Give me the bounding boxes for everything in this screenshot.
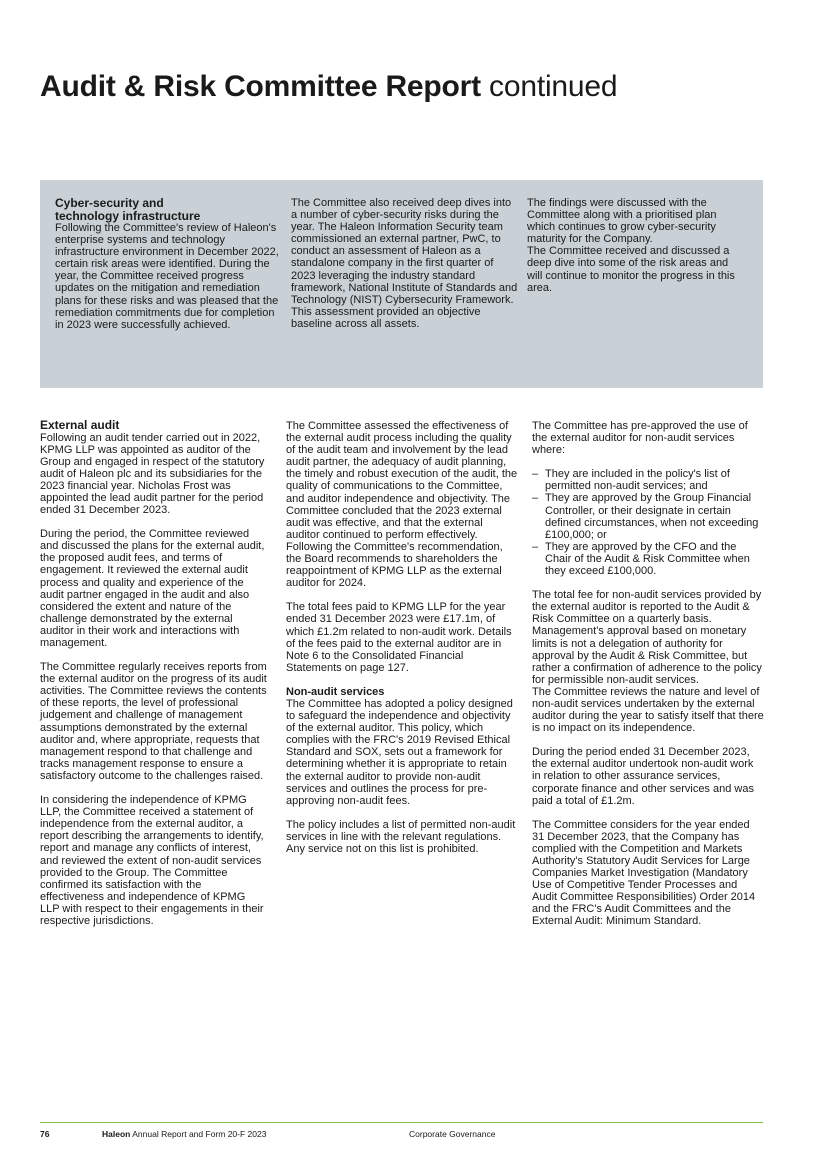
footer-divider xyxy=(40,1122,763,1123)
list-item xyxy=(532,492,764,540)
list-item-text: They are approved by the CFO and the Chair of the Audit & Risk Committee when they exceed £100,000. xyxy=(545,540,750,578)
panel-col3-paragraph-1: The findings were discussed with the Committee along with a prioritised plan which continues to grow cyber-security maturity for the Company. xyxy=(527,197,717,246)
dash-marker: – xyxy=(532,492,539,505)
list-item xyxy=(532,468,764,492)
main-col3-paragraph-3: The Committee reviews the nature and level of non-audit services undertaken by the external auditor during the year to satisfy itself that there is no impact on its independence. xyxy=(532,685,764,735)
main-col3-paragraph-2: The total fee for non-audit services provided by the external auditor is reported to the Audit & Risk Committee on a quarterly basis. Management's approval based on monetary limits is not a delegation of authority for approval by the Audit & Risk Committee, but rather a confirmation of adherence to the policy for permissible non-audit services. xyxy=(532,589,762,686)
main-col1-paragraph-1: Following an audit tender carried out in 2022, KPMG LLP was appointed as auditor of the Group and engaged in respect of the statutory audit of Haleon plc and its subsidiaries for the 2023 financial year. Nicholas Frost was appointed the lead audit partner for the period ended 31 December 2023. xyxy=(40,431,265,517)
non-audit-services-heading: Non-audit services xyxy=(286,685,385,698)
main-col2-paragraph-4: The policy includes a list of permitted non-audit services in line with the relevant regulations. Any service not on this list is prohibited. xyxy=(286,818,516,855)
dash-marker: – xyxy=(532,540,539,553)
dash-marker: – xyxy=(532,468,539,481)
panel-col2-paragraph: The Committee also received deep dives into a number of cyber-security risks during the year. The Haleon Information Security team commissioned an external partner, PwC, to conduct an assessment of Haleon as a standalone company in the first quarter of 2023 leveraging the industry standard framework, National Institute of Standards and Technology (NIST) Cybersecurity Framework. This assessment provided an objective baseline across all assets. xyxy=(291,197,518,330)
page-number: 76 xyxy=(40,1129,50,1139)
footer-section: Corporate Governance xyxy=(409,1129,496,1139)
main-column-3 xyxy=(532,420,764,928)
main-column-1 xyxy=(40,419,267,927)
main-col3-paragraph-1: The Committee has pre-approved the use of the external auditor for non-audit services where: xyxy=(532,420,748,457)
report-title: Annual Report and Form 20-F 2023 xyxy=(132,1129,267,1139)
cyber-security-panel xyxy=(40,180,763,388)
external-audit-heading: External audit xyxy=(40,418,120,432)
pre-approval-list xyxy=(532,468,764,577)
panel-heading-line-1: Cyber-security and xyxy=(55,196,164,210)
panel-column-3 xyxy=(527,197,745,294)
list-item xyxy=(532,541,764,577)
page-title-suffix: continued xyxy=(489,70,618,103)
page-title-main: Audit & Risk Committee Report xyxy=(40,70,481,103)
panel-column-1 xyxy=(55,197,280,331)
main-col2-paragraph-3: The Committee has adopted a policy designed to safeguard the independence and objectivity of the external auditor. This policy, which complies with the FRC's 2019 Revised Ethical Standard and SOX, sets out a framework for determining whether it is appropriate to retain the external auditor to provide non-audit services and outlines the process for pre-approving non-audit fees. xyxy=(286,697,513,807)
main-col3-paragraph-4: During the period ended 31 December 2023, the external auditor undertook non-audit work in relation to other assurance services, corporate finance and other services and was paid a total of £1.2m. xyxy=(532,746,754,807)
list-item-text: They are approved by the Group Financial Controller, or their designate in certain defined circumstances, when not exceeding £100,000; or xyxy=(545,492,759,541)
main-col2-paragraph-1: The Committee assessed the effectiveness of the external audit process including the quality of the audit team and involvement by the lead audit partner, the adequacy of audit planning, the timely and robust execution of the audit, the quality of communications to the Committee, and auditor independence and objectivity. The Committee concluded that the 2023 external audit was effective, and that the external auditor continued to perform effectively. Following the Committee's recommendation, the Board recommends to shareholders the reappointment of KPMG LLP as the external auditor for 2024. xyxy=(286,420,518,590)
page-title xyxy=(40,68,617,106)
list-item-text: They are included in the policy's list of permitted non-audit services; and xyxy=(545,468,730,493)
panel-column-2 xyxy=(291,197,518,330)
panel-heading-line-2: technology infrastructure xyxy=(55,208,201,223)
main-column-2 xyxy=(286,420,518,855)
main-col1-paragraph-2: During the period, the Committee reviewed and discussed the plans for the external audit, the proposed audit fees, and terms of engagement. It reviewed the external audit process and quality and experience of the audit partner engaged in the audit and also considered the extent and nature of the challenge demonstrated by the external auditor in their work and interactions with management. xyxy=(40,528,265,649)
panel-col1-paragraph: Following the Committee's review of Haleon's enterprise systems and technology infrastructure environment in December 2022, certain risk areas were identified. During the year, the Committee received progress updates on the mitigation and remediation plans for these risks and was pleased that the remediation commitments due for completion in 2023 were successfully achieved. xyxy=(55,222,279,331)
brand-name: Haleon xyxy=(102,1129,131,1139)
main-col2-paragraph-2: The total fees paid to KPMG LLP for the year ended 31 December 2023 were £17.1m, of which £1.2m related to non-audit work. Details of the fees paid to the external auditor are in Note 6 to the Consolidated Financial Statements on page 127. xyxy=(286,601,512,674)
main-col3-paragraph-5: The Committee considers for the year ended 31 December 2023, that the Company has complied with the Competition and Markets Authority's Statutory Audit Services for Large Companies Market Investigation (Mandatory Use of Competitive Tender Processes and Audit Committee Responsibilities) Order 2014 and the FRC's Audit Committees and the External Audit: Minimum Standard. xyxy=(532,818,756,928)
main-col1-paragraph-4: In considering the independence of KPMG LLP, the Committee received a statement of independence from the external auditor, a report describing the arrangements to identify, report and manage any conflicts of interest, and reviewed the extent of non-audit services provided to the Group. The Committee confirmed its satisfaction with the effectiveness and independence of KPMG LLP with respect to their engagements in their respective jurisdictions. xyxy=(40,794,264,927)
panel-col3-paragraph-2: The Committee received and discussed a deep dive into some of the risk areas and will continue to monitor the progress in this area. xyxy=(527,245,735,294)
footer-report-title xyxy=(102,1128,266,1140)
main-col1-paragraph-3: The Committee regularly receives reports from the external auditor on the progress of its audit activities. The Committee reviews the contents of these reports, the level of professional judgement and challenge of management assumptions demonstrated by the external auditor and, where appropriate, requests that management respond to that challenge and tracks management response to ensure a satisfactory outcome to the challenges raised. xyxy=(40,661,267,782)
